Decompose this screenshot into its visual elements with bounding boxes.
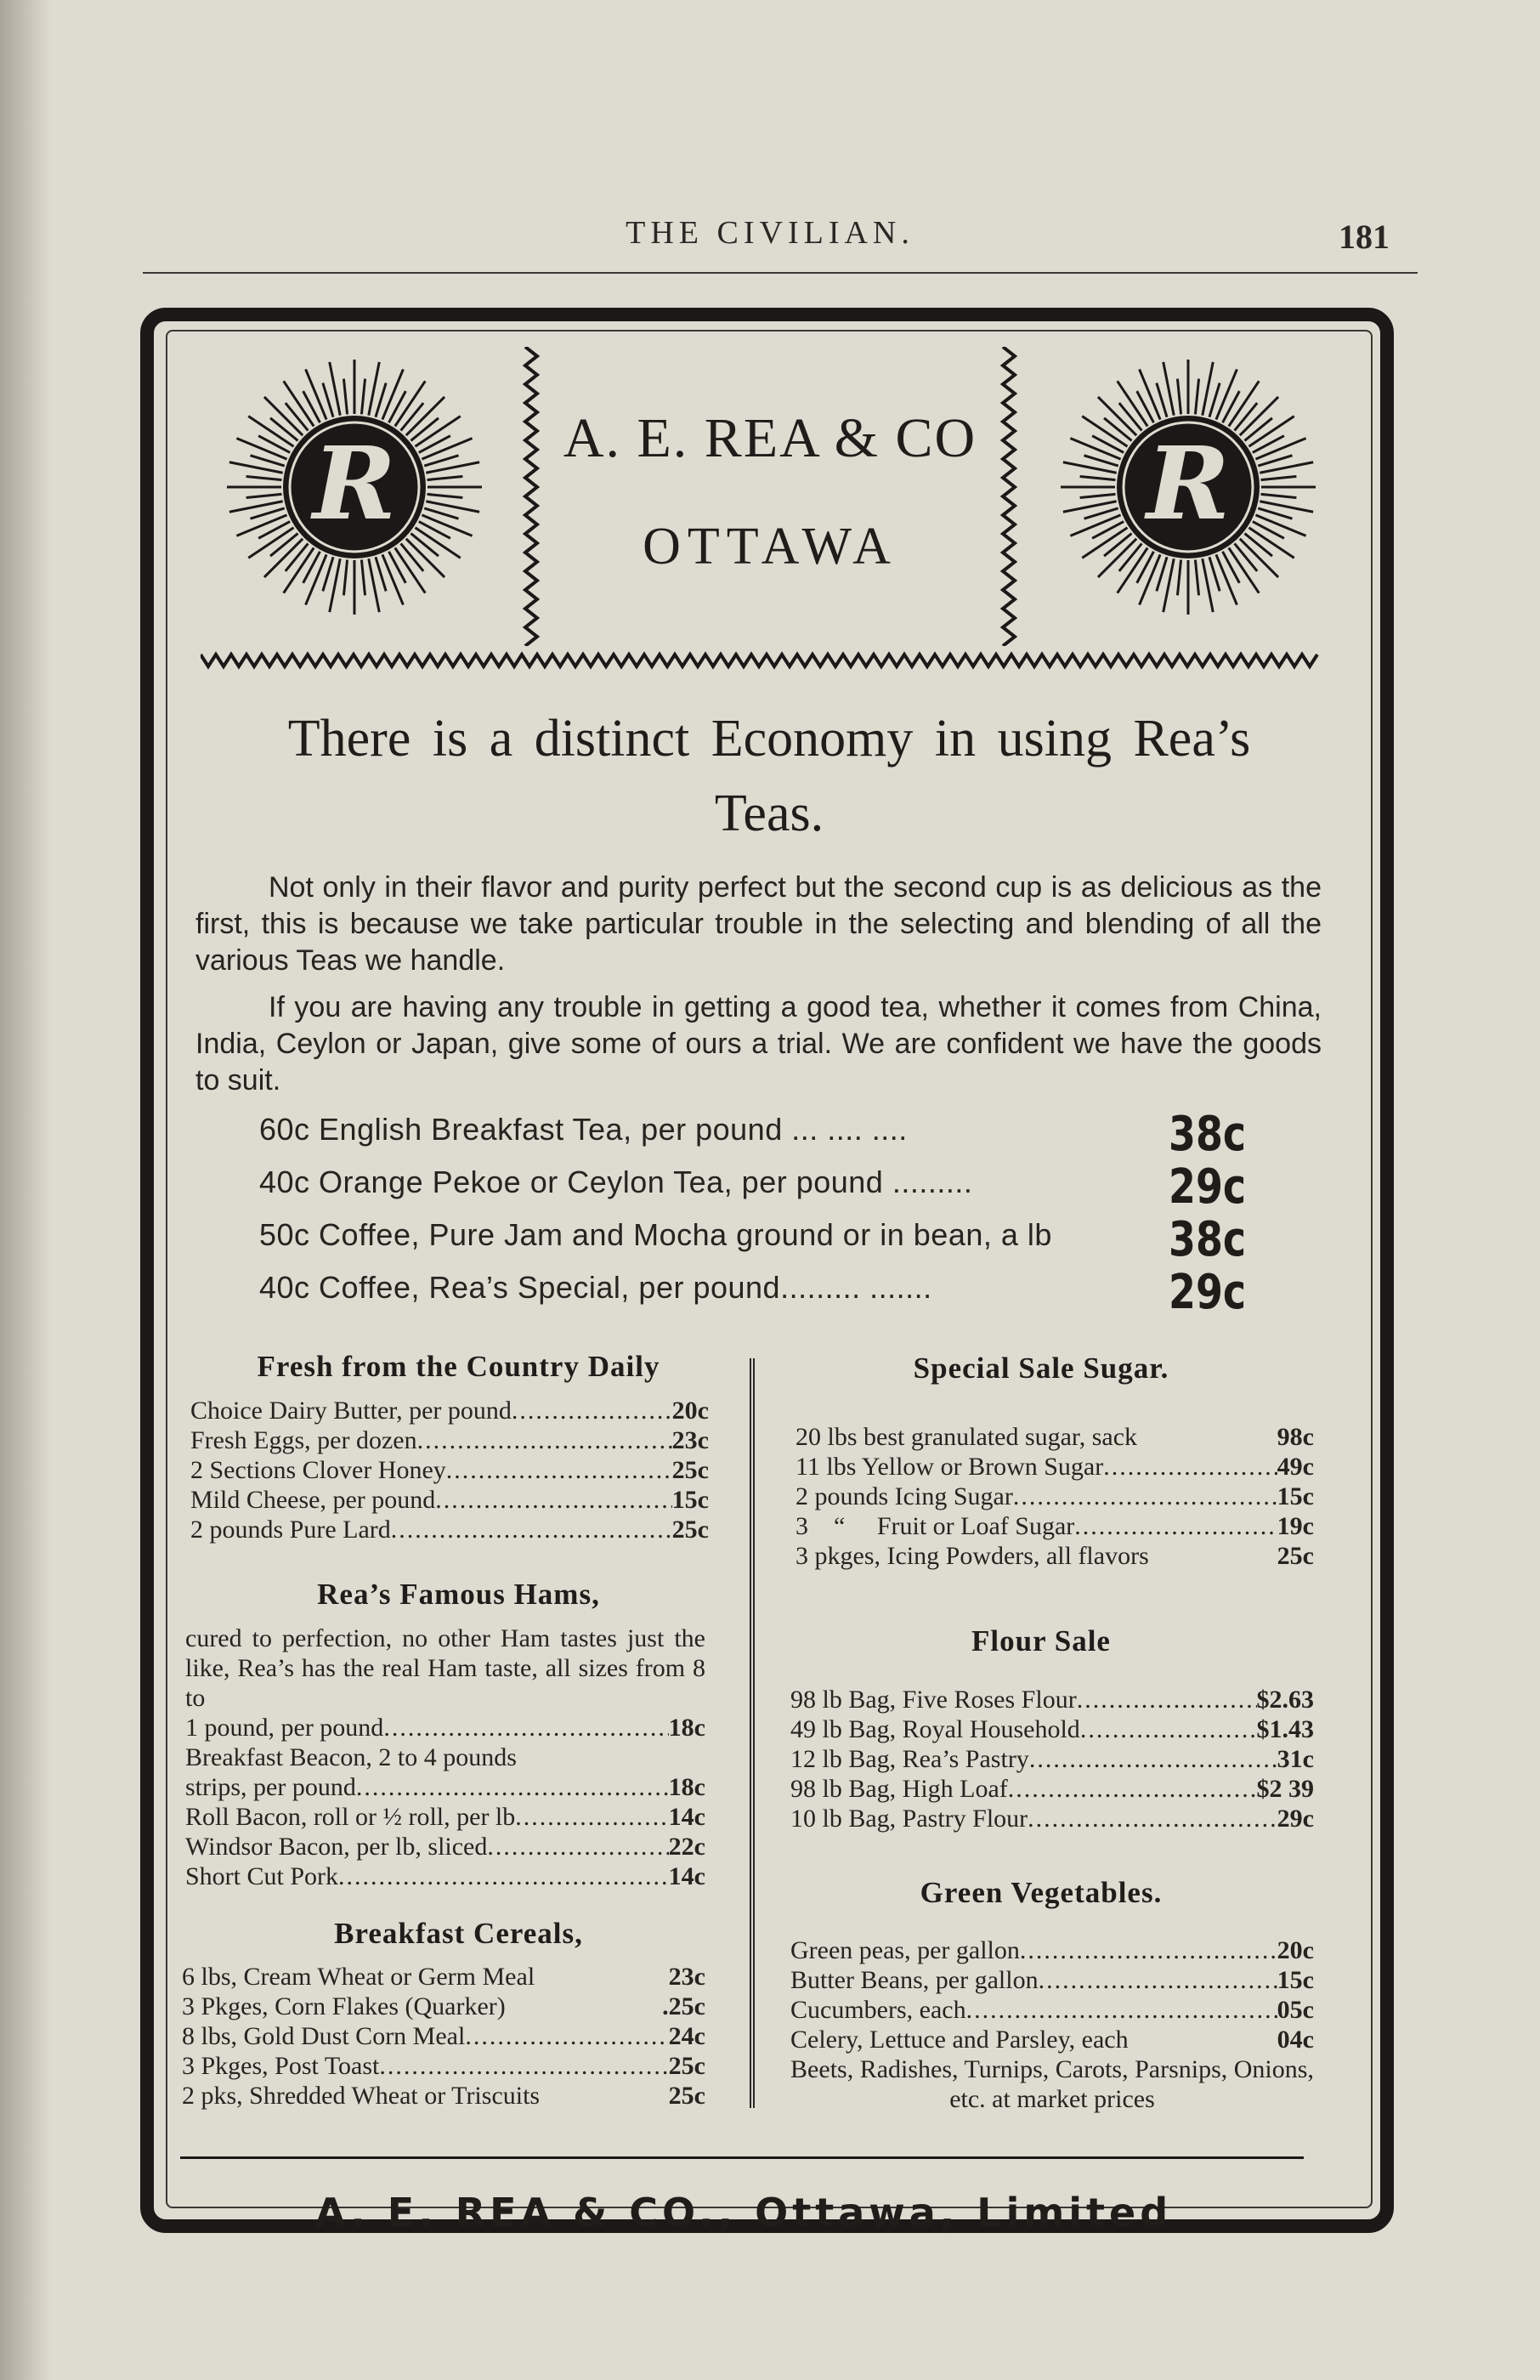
footer-signature: A. E. REA & CO., Ottawa, Limited <box>314 2190 1173 2236</box>
item-label: 3 “ Fruit or Loaf Sugar <box>795 1512 1075 1540</box>
item-price: 23c <box>668 1963 705 1991</box>
item-label: Roll Bacon, roll or ½ roll, per lb <box>185 1803 516 1831</box>
item-label: 12 lb Bag, Rea’s Pastry <box>790 1745 1029 1773</box>
vegetables-list <box>790 1935 1314 2114</box>
list-item <box>795 1541 1314 1571</box>
item-label: Butter Beans, per gallon <box>790 1966 1039 1994</box>
company-name-box <box>520 347 1020 646</box>
item-price: 25c <box>671 1456 709 1484</box>
dot-leader <box>379 2051 668 2081</box>
list-item <box>795 1452 1314 1482</box>
item-price: 04c <box>1277 2026 1314 2054</box>
price-row-amount: 38c <box>1168 1212 1246 1267</box>
dot-leader <box>356 1772 669 1802</box>
list-item <box>790 1995 1314 2025</box>
company-name: A. E. REA & CO <box>563 407 977 469</box>
vegetables-note: Beets, Radishes, Turnips, Carots, Parsnips, Onions, etc. at market prices <box>790 2055 1314 2113</box>
item-label: 98 lb Bag, High Loaf <box>790 1775 1008 1803</box>
price-row-description: 60c English Breakfast Tea, per pound ... .... .... <box>259 1112 908 1147</box>
cereals-list <box>182 1962 705 2111</box>
list-item <box>795 1482 1314 1511</box>
item-price: 05c <box>1277 1996 1314 2024</box>
list-item <box>190 1396 709 1425</box>
item-label: Cucumbers, each <box>790 1996 966 2024</box>
sunburst-emblem-left <box>223 355 486 619</box>
item-price: 14c <box>668 1862 705 1890</box>
column-divider <box>750 1358 755 2108</box>
list-item <box>790 1965 1314 1995</box>
item-price: 25c <box>1277 1542 1314 1570</box>
list-item <box>190 1455 709 1485</box>
dot-leader <box>515 1802 668 1832</box>
price-row-description: 40c Orange Pekoe or Ceylon Tea, per pound ......... <box>259 1164 973 1199</box>
item-label: 11 lbs Yellow or Brown Sugar <box>795 1453 1104 1481</box>
price-row <box>259 1103 1292 1162</box>
list-item <box>182 1962 705 1992</box>
dot-leader <box>465 2021 668 2051</box>
price-row <box>259 1156 1292 1215</box>
ad-headline: There is a distinct Economy in using Rea’s Teas. <box>287 710 1251 842</box>
dot-leader <box>1008 1774 1257 1804</box>
item-label: Celery, Lettuce and Parsley, each <box>790 2026 1129 2054</box>
header-rule <box>143 272 1418 274</box>
item-label: 49 lb Bag, Royal Household <box>790 1715 1080 1743</box>
section-title-cereals: Breakfast Cereals, <box>334 1917 583 1950</box>
hams-note: Breakfast Beacon, 2 to 4 pounds <box>185 1743 517 1771</box>
tea-coffee-price-list <box>259 1103 1292 1320</box>
list-item <box>185 1713 705 1742</box>
dot-leader <box>1029 1744 1277 1774</box>
dot-leader <box>1020 1935 1277 1965</box>
list-item <box>790 1774 1314 1804</box>
dot-leader <box>446 1455 672 1485</box>
item-label: 1 pound, per pound <box>185 1714 384 1742</box>
section-title-hams: Rea’s Famous Hams, <box>317 1578 600 1611</box>
dot-leader <box>1039 1965 1277 1995</box>
list-item <box>790 1714 1314 1744</box>
page-number: 181 <box>1339 218 1390 256</box>
svg-text:R: R <box>1146 424 1231 542</box>
dot-leader <box>1028 1804 1277 1833</box>
list-item <box>795 1422 1314 1452</box>
section-title-vegetables: Green Vegetables. <box>920 1876 1163 1909</box>
dot-leader <box>1013 1482 1277 1511</box>
item-price: 25c <box>668 2082 705 2110</box>
dot-leader <box>383 1713 668 1742</box>
item-price: 24c <box>668 2022 705 2050</box>
dot-leader <box>1080 1714 1257 1744</box>
item-label: Short Cut Pork <box>185 1862 339 1890</box>
dot-leader <box>1077 1685 1257 1714</box>
item-label: 2 pks, Shredded Wheat or Triscuits <box>182 2082 541 2110</box>
price-row-amount: 29c <box>1168 1159 1246 1215</box>
list-item <box>790 1804 1314 1833</box>
item-label: Fresh Eggs, per dozen <box>190 1426 417 1454</box>
list-item <box>182 2051 705 2081</box>
sunburst-r-logo-right <box>1056 355 1320 619</box>
item-price: $2.63 <box>1256 1686 1314 1714</box>
section-title-sugar: Special Sale Sugar. <box>913 1352 1169 1385</box>
list-item <box>190 1515 709 1544</box>
item-label: 2 Sections Clover Honey <box>190 1456 446 1484</box>
item-label: 2 pounds Pure Lard <box>190 1516 391 1544</box>
item-label: 98 lb Bag, Five Roses Flour <box>790 1686 1077 1714</box>
list-item <box>185 1802 705 1832</box>
item-price: 49c <box>1277 1453 1314 1481</box>
dot-leader <box>1103 1452 1277 1482</box>
book-gutter <box>0 0 51 2380</box>
item-label: Choice Dairy Butter, per pound <box>190 1397 512 1425</box>
list-item <box>790 2025 1314 2054</box>
flour-list <box>790 1685 1314 1833</box>
item-price: 18c <box>668 1773 705 1801</box>
sunburst-emblem-right <box>1056 355 1320 619</box>
item-price: 23c <box>671 1426 709 1454</box>
hams-list <box>185 1624 705 1891</box>
list-item <box>790 1744 1314 1774</box>
list-item <box>795 1511 1314 1541</box>
item-price: 18c <box>668 1714 705 1742</box>
dot-leader <box>338 1862 669 1891</box>
item-price: 25c <box>671 1516 709 1544</box>
wavy-divider-rule <box>201 648 1322 673</box>
dot-leader <box>966 1995 1277 2025</box>
sunburst-r-logo-left <box>223 355 486 619</box>
item-label: 3 Pkges, Corn Flakes (Quarker) <box>182 1992 506 2020</box>
item-label: 8 lbs, Gold Dust Corn Meal <box>182 2022 466 2050</box>
dot-leader <box>512 1396 672 1425</box>
list-item <box>790 1935 1314 1965</box>
item-label: 20 lbs best granulated sugar, sack <box>795 1423 1138 1451</box>
section-title-flour: Flour Sale <box>971 1624 1111 1658</box>
running-head: THE CIVILIAN. <box>626 215 914 251</box>
hams-intro: cured to perfection, no other Ham tastes just the like, Rea’s has the real Ham taste, all sizes from 8 to <box>185 1624 705 1712</box>
item-label: 3 Pkges, Post Toast <box>182 2052 380 2080</box>
item-price: 14c <box>668 1803 705 1831</box>
price-row-description: 50c Coffee, Pure Jam and Mocha ground or in bean, a lb <box>259 1217 1052 1252</box>
price-row-description: 40c Coffee, Rea’s Special, per pound......... ....... <box>259 1270 932 1305</box>
item-label: Green peas, per gallon <box>790 1936 1020 1964</box>
footer-rule <box>180 2156 1304 2159</box>
item-price: 29c <box>1277 1805 1314 1833</box>
list-item <box>790 1685 1314 1714</box>
item-label: Windsor Bacon, per lb, sliced <box>185 1833 488 1861</box>
item-price: 15c <box>671 1486 709 1514</box>
item-label: 2 pounds Icing Sugar <box>795 1482 1013 1510</box>
item-price: 19c <box>1277 1512 1314 1540</box>
svg-text:R: R <box>312 424 397 542</box>
dot-leader <box>435 1485 671 1515</box>
list-item <box>190 1485 709 1515</box>
item-price: 98c <box>1277 1423 1314 1451</box>
list-item <box>185 1832 705 1862</box>
item-label: 6 lbs, Cream Wheat or Germ Meal <box>182 1963 535 1991</box>
list-item <box>182 2021 705 2051</box>
item-price: 20c <box>1277 1936 1314 1964</box>
item-price: 22c <box>668 1833 705 1861</box>
item-label: 3 pkges, Icing Powders, all flavors <box>795 1542 1149 1570</box>
item-price: $1.43 <box>1256 1715 1314 1743</box>
item-price: .25c <box>662 1992 705 2020</box>
dot-leader <box>1074 1511 1277 1541</box>
list-item <box>190 1425 709 1455</box>
body-paragraph-2: If you are having any trouble in getting a good tea, whether it comes from China, India, Ceylon or Japan, give some of ours a trial. We are confident we have the goods to suit. <box>195 991 1322 1096</box>
item-price: $2 39 <box>1256 1775 1314 1803</box>
wavy-border-left <box>520 347 542 646</box>
dot-leader <box>487 1832 668 1862</box>
item-price: 15c <box>1277 1482 1314 1510</box>
sugar-list <box>795 1422 1314 1571</box>
dot-leader <box>417 1425 672 1455</box>
section-title-country: Fresh from the Country Daily <box>257 1350 660 1383</box>
company-city: OTTAWA <box>643 518 897 575</box>
list-item <box>182 2081 705 2111</box>
item-price: 31c <box>1277 1745 1314 1773</box>
list-item <box>185 1772 705 1802</box>
item-label: 10 lb Bag, Pastry Flour <box>790 1805 1028 1833</box>
item-label: Mild Cheese, per pound <box>190 1486 436 1514</box>
price-row <box>259 1209 1292 1267</box>
body-paragraph-1: Not only in their flavor and purity perfect but the second cup is as delicious as the first, this is because we take particular trouble in the selecting and blending of all the various Teas we handle. <box>195 871 1322 977</box>
price-row <box>259 1261 1292 1320</box>
wavy-border-right <box>998 347 1020 646</box>
list-item <box>185 1862 705 1891</box>
item-label: strips, per pound <box>185 1773 356 1801</box>
country-list <box>190 1396 709 1544</box>
item-price: 25c <box>668 2052 705 2080</box>
item-price: 20c <box>671 1397 709 1425</box>
price-row-amount: 38c <box>1168 1107 1246 1162</box>
item-price: 15c <box>1277 1966 1314 1994</box>
dot-leader <box>391 1515 672 1544</box>
list-item <box>182 1992 705 2021</box>
price-row-amount: 29c <box>1168 1265 1246 1320</box>
